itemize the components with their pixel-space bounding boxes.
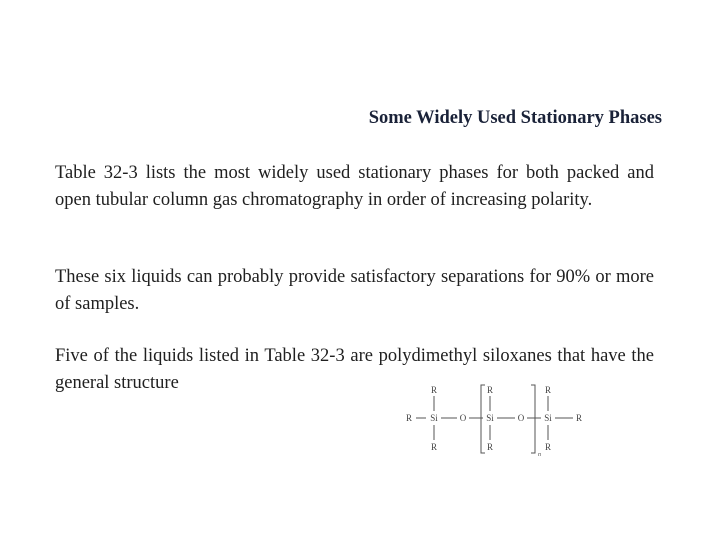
r-group-label: R [486, 442, 494, 452]
r-group-label: R [544, 385, 552, 395]
repeat-subscript-n: n [538, 452, 541, 458]
r-group-label: R [430, 385, 438, 395]
r-group-label: R [430, 442, 438, 452]
silicon-label: Si [544, 413, 552, 423]
r-group-label: R [486, 385, 494, 395]
silicon-label: Si [430, 413, 438, 423]
oxygen-label: O [459, 413, 467, 423]
slide-title: Some Widely Used Stationary Phases [368, 108, 662, 128]
paragraph-six-liquids: These six liquids can probably provide satisfactory separations for 90% or more of samples. [55, 267, 654, 314]
paragraph-polydimethyl-siloxanes: Five of the liquids listed in Table 32-3 are polydimethyl siloxanes that have the general structure [55, 346, 654, 393]
oxygen-label: O [517, 413, 525, 423]
siloxane-structure-diagram [405, 380, 595, 460]
r-group-label: R [544, 442, 552, 452]
r-group-label: R [575, 413, 583, 423]
silicon-label: Si [486, 413, 494, 423]
r-group-label: R [405, 413, 413, 423]
paragraph-table-intro: Table 32-3 lists the most widely used stationary phases for both packed and open tubular column gas chromatography in order of increasing polarity. [55, 163, 654, 210]
